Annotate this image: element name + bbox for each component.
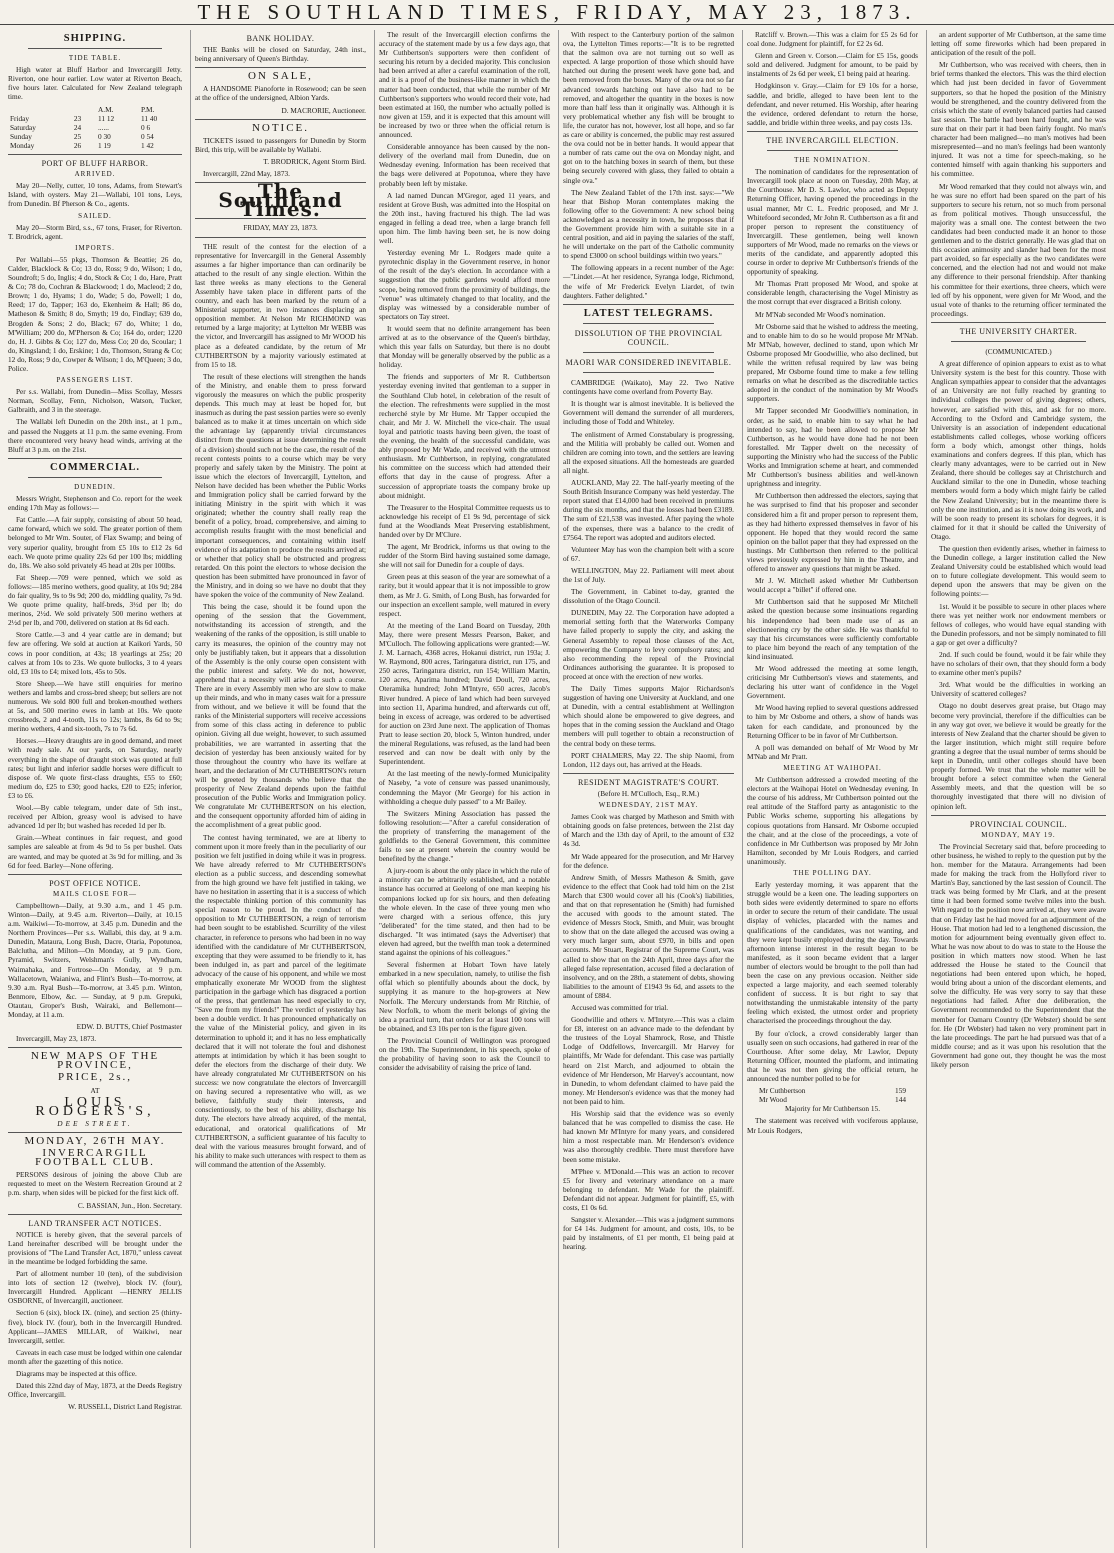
maori-war-heading: MAORI WAR CONSIDERED INEVITABLE. xyxy=(565,358,732,367)
telegram-paragraph: The Daily Times supports Major Richardson's suggestion of having one University at Auckland, and one at Dunedin, with a central establishment at Wellington which should alone be empowered to give degrees, and hopes that in the coming session the Auckland and Otago members will pull together to obtain a reconstruction of the central body on these terms. xyxy=(563,684,734,748)
tide-cell: Friday xyxy=(10,113,30,123)
tide-cell: 23 xyxy=(73,113,82,123)
rm-court-heading: RESIDENT MAGISTRATE'S COURT. xyxy=(577,777,720,787)
land-paragraph: Diagrams may be inspected at this office. xyxy=(16,1369,137,1378)
poll-row xyxy=(759,1086,906,1095)
charter-heading: THE UNIVERSITY CHARTER. xyxy=(959,326,1078,336)
notice-heading: NOTICE. xyxy=(251,121,310,134)
nomination-heading: THE NOMINATION. xyxy=(794,156,871,165)
commercial-heading: COMMERCIAL. xyxy=(49,461,141,473)
court-paragraph: His Worship said that the evidence was so evenly balanced that he was compelled to dismiss the case. He had known Mr M'Intyre for many years, and considered him a most respectable man. Mr Henderson's evidence was also thoroughly credible. There must therefore have been some mistake. xyxy=(563,1109,734,1164)
news-paragraph: With respect to the Canterbury portion of the salmon ova, the Lyttelton Times reports:—"It is to be regretted that the salmon ova are not turning out so well as expected. A large proportion of those which should have hatched out during the present week have gone bad, and been removed from the boxes. Many of the ova not so far advanced towards hatching out have also had to be removed, and altogether the quantity in the boxes is now more than half less than it originally was. Although it is very problematical whether any fish will be brought to life, the curator has not, however, lost all hope, and so far as care or ability is concerned, the public may rest assured the ova could not be in better hands. It would appear that a number of rats came out the ova on Monday night, and got on to the hatching boxes in search of them, but these being securely covered with glass, they failed to obtain a single ova." xyxy=(563,30,734,185)
news-paragraph: Green peas at this season of the year are somewhat of a rarity, but it would appear that it is not impossible to grow them, as Mr J. G. Smith, of Long Bush, has forwarded for our inspection an excellent sample, well matured in every respect. xyxy=(379,572,550,618)
court-paragraph: Glenn and Green v. Corson.—Claim for £5 15s, goods sold and delivered. Judgment for amount, to be paid by instalments of 2s 6d per week, £1 being paid at hearing. xyxy=(747,51,918,79)
council-date: MONDAY, MAY 19. xyxy=(981,830,1056,839)
news-paragraph: The friends and supporters of Mr R. Cuthbertson yesterday evening invited that gentleman to a supper in the Southland Club hotel, in celebration of the result of the election. The refreshments were supplied in the most recherché style by Mr Hume. Mr Tapper occupied the chair, and Mr J. W. Mitchell the vice-chair. The usual loyal and patriotic toasts having been given, the toast of the evening, the health of the successful candidate, was ably proposed by Mr Wade, and received with the utmost enthusiasm. Mr Cuthbertson, in replying, congratulated his committee on the success which had attended their efforts that day in the cause of progress. After a succession of appropriate toasts the company broke up about midnight. xyxy=(379,372,550,500)
election-heading: THE INVERCARGILL ELECTION. xyxy=(766,135,899,145)
land-paragraph: Caveats in each case must be lodged within one calendar month after the gazetting of this notice. xyxy=(8,1347,182,1366)
charter-subheading: (COMMUNICATED.) xyxy=(985,347,1052,356)
nomination-paragraph: Mr Cuthbertson then addressed the electors, saying that he was surprised to find that his proposer and seconder considered him a fit and proper person to represent them, as they had hitherto expressed themselves in favor of his opponent. He hoped that they would record the same opinion on the ballot paper that they had expressed on the hustings. Mr Cuthbertson then referred to the political views previously expressed by him in the Theatre, and offered to answer any questions that might be asked. xyxy=(747,491,918,574)
imports-text: Per Wallabi—55 pkgs, Thomson & Beattie; 26 do, Calder, Blacklock & Co; 13 do, Ross; 9 do, Wilson; 1 do, Soundroft; 5 do, Inglis; 4 do, Stock & Co; 1 do, Hare, Pratt & Co; 78 do, Cochran & Blackwood; 1 do, Macleod; 2 do, Brown; 1 do, Hyams; 1 do, Wade; 5 do, Powell; 1 do, Reed; 17 do, Tapper; 163 do, Ekenheim & Hall; 86 do, Matheson & Smith; 8 do, Smyth; 19 do, Findlay; 639 do, Brogden & Sons; 2 do, Black; 67 do, White; 1 do, M'William; 200 do, M'Pherson & Co; 164 do, order; 1220 do, H. J. Gibbs & Co; 127 do, Mess Co; 20 do, Scoular; 1 do, Kingsland; 1 do, Erskine; 1 do, Thomson, Strang & Co; 12 do, Ross; 9 do, Cowper & Wilson; 1 do, M'Queen; 3 do, Police. xyxy=(8,254,182,373)
news-items-continued xyxy=(563,30,734,300)
port-heading: PORT OF BLUFF HARBOR. xyxy=(41,159,149,169)
poll-row xyxy=(759,1095,906,1104)
tide-cell: 0 54 xyxy=(140,131,154,141)
commercial-paragraph: Fat Cattle.—A fair supply, consisting of about 50 head, came forward, which we sold. The greater portion of them belonged to Mr Wm. Souter, of Flax Swamp; and being of very superior quality, brought from £5 10s to £12 2s 6d each. We quote prime quality 22s 6d per 100 lbs; middling do, 18s. We also sold privately 45 head at 20s per 100lbs. xyxy=(8,515,182,570)
telegrams-heading: LATEST TELEGRAMS. xyxy=(583,307,714,319)
council-heading: PROVINCIAL COUNCIL. xyxy=(969,819,1068,829)
telegram-list xyxy=(563,378,734,769)
tide-column-header: P.M. xyxy=(140,104,155,114)
nomination-paragraph: A poll was demanded on behalf of Mr Wood by Mr M'Nab and Mr Pratt. xyxy=(747,742,918,761)
football-text: PERSONS desirous of joining the above Club are requested to meet on the Western Recreation Ground at 2 p.m. sharp, when sides will be picked for the first kick off. xyxy=(8,1170,182,1198)
column-6 xyxy=(926,30,1110,1548)
dateline: FRIDAY, MAY 23, 1873. xyxy=(243,223,318,233)
news-paragraph: The Provincial Council of Wellington was prorogued on the 19th. The Superintendent, in his speech, spoke of the probability of having soon to ask the Council to consider the advisability of raising the price of land. xyxy=(379,1035,550,1073)
tide-cell: 11 40 xyxy=(140,113,158,123)
arrived-text: May 20—Nelly, cutter, 10 tons, Adams, from Stewart's Island, with oysters. May 21—Wallabi, 101 tons, Leys, from Dunedin. Bf Pherson & Co., agents. xyxy=(8,181,182,209)
notice-signature: T. BRODRICK, Agent Storm Bird. xyxy=(263,156,366,166)
land-signature: W. RUSSELL, District Land Registrar. xyxy=(68,1402,182,1412)
commercial-paragraph: Fat Sheep.—709 were penned, which we sold as follows:—185 merino wethers, good quality, at 10s 9d; 284 do fair quality, 9s to 9s 9d; 200 do, middling quality, 7s 9d. We quote prime quality, half-breds, 3½d per lb; do merinos, 2½d. We sold privately 500 merino wethers at 2½d per lb, and 700, delivered on station at 8s 6d each. xyxy=(8,572,182,628)
commercial-report xyxy=(8,494,182,870)
tide-cell: 0 30 xyxy=(97,131,111,141)
tide-cell: 1 19 xyxy=(97,140,111,150)
news-paragraph: A jury-room is about the only place in which the rule of a minority can be arbitrarily established, and a notable instance has occurred at Geelong of one man keeping his companions locked up for six hours, and then defeating the whole eleven. In the case of three young men who were charged with a serious offence, this jury "deliberated" for the time stated, and then had to be discharged. "It was intimated (says the Advertiser) that eleven had agreed, but the twelfth man took a determined stand against the opinions of his colleagues." xyxy=(379,866,550,958)
shipping-heading: SHIPPING. xyxy=(63,33,127,44)
column-3 xyxy=(374,30,554,1548)
majority-text: Majority for Mr Cuthbertson 15. xyxy=(784,1104,881,1114)
court-paragraph: Hodgkinson v. Gray.—Claim for £9 10s for a horse, saddle, and bridle, alleged to have been lent to the defendant, and never returned. His Worship, after hearing the evidence, ordered defendant to return the horse, saddle, and bridle within three weeks, and pay costs 13s. xyxy=(747,81,918,127)
telegram-paragraph: CAMBRIDGE (Waikato), May 22. Two Native contingents have come overland from Poverty Bay. xyxy=(563,378,734,397)
mails-signature: EDW. D. BUTTS, Chief Postmaster xyxy=(76,1022,182,1032)
news-paragraph: The following appears in a recent number of the Age:—"Lindet.—At her residence, Syranga lodge, Richmond, the wife of Mr Frederick Evelyn Liardet, of twin daughters. Father delighted." xyxy=(563,263,734,300)
court-paragraph: Ratcliff v. Brown.—This was a claim for £5 2s 6d for coal done. Judgment for plaintiff, for £2 2s 6d. xyxy=(747,30,918,49)
news-paragraph: The New Zealand Tablet of the 17th inst. says:—"We hear that Bishop Moran contemplates making the following offer to the Government: A new school being acknowledged as a necessity in town, he proposes that if the Government provide him with a suitable site in a central position, and aid in paying the salaries of the staff, he will undertake on the part of the Catholic community to spend £3000 on school buildings within two years." xyxy=(563,187,734,261)
council-text: The Provincial Secretary said that, before proceeding to other business, he wished to reply to the question put by the hon. member for the Mataura. Arrangements had been made for making the track from the Hollyford river to Martin's Bay, sanctioned by the last session of Council. The track was being formed by Mr Clark, and at the present time it had been formed some twelve miles into the bush. With regard to the position now arrived at, they were aware that on Friday last he had moved for an adjournment of the House. That motion had led to a lengthened discussion, the motion for adjournment being eventually given effect to. What he was now about to do was to state to the House the position in which matters now stood. When he last addressed the House he stated to the Council that negotiations had been entered upon which, he hoped, would bring about a union of the discordant elements, and solve the difficulty. He was very sorry to say that these negotiations had failed. After due deliberation, the Government recommended to the Superintendent that the member for Oamaru Country (Dr Webster) should be sent for. He (Dr Webster) had taken no very prominent part in the late proceedings. The part he had pursued was that of a middle course; and as it was upon his resolution that the Government had gone out, they thought he was the most likely person xyxy=(931,841,1106,1070)
tide-row xyxy=(8,141,182,150)
news-paragraph: A lad named Duncan M'Gregor, aged 11 years, and resident at Grove Bush, was admitted into the Hospital on the 20th inst., having fractured his thigh. The lad was engaged in felling a dead tree, when a large branch fell upon him. The limb having been set, he is now doing well. xyxy=(379,190,550,246)
dissolution-heading: DISSOLUTION OF THE PROVINCIAL COUNCIL. xyxy=(574,328,723,347)
telegram-paragraph: WELLINGTON, May 22. Parliament will meet about the 1st of July. xyxy=(563,565,734,584)
land-paragraph: Section 6 (six), block IX. (nine), and section 25 (thirty-five), block IV. (four), both in the Invercargill Hundred. Applicant—JAMES MILLAR, of Waikiwi, near Invercargill, settler. xyxy=(8,1308,182,1345)
mails-date: Invercargill, May 23, 1873. xyxy=(16,1034,97,1044)
tide-cell: Monday xyxy=(10,140,35,150)
editorial xyxy=(195,242,366,1169)
nomination-paragraph: Mr Wood addressed the meeting at some length, criticising Mr Cuthbertson's views and statements, and declaring his utter want of confidence in the Vogel Government. xyxy=(747,664,918,701)
telegram-paragraph: The enlistment of Armed Constabulary is progressing, and the Militia will probably be called out. Women and children are coming into town, and the settlers are leaving all the exposed situations. All the homesteads are guarded all night. xyxy=(563,429,734,475)
tide-row xyxy=(8,114,182,123)
news-paragraph: At the last meeting of the newly-formed Municipality of Naseby, "a vote of censure was passed unanimously, condemning the Mayor (Mr George) for his action in withholding a cheque duly passed" to a Mr Bailey. xyxy=(379,769,550,806)
land-transfer-notice xyxy=(8,1230,182,1400)
news-paragraph: Considerable annoyance has been caused by the non-delivery of the overland mail from Dunedin, due on Wednesday evening. Information has been received that the bags were delivered at Popotunoa, where they have probably been left by mistake. xyxy=(379,142,550,188)
mails-heading: MAILS CLOSE FOR— xyxy=(52,889,138,898)
mails-text: Campbelltown—Daily, at 9.30 a.m., and 1 45 p.m. Winton—Daily, at 9.45 a.m. Riverton—Daily, at 10.15 a.m. Waikiwi—To-morrow, at 3.45 p.m. Dunedin and the Northern Provinces—Per s.s. Wallabi, this day, at 9 a.m. Dunedin, Mataura, Long Bush, Dacre, Otaria, Popotunoa, Balclutha, and Milton—On Monday, at 9 p.m. Gore, Pyramid, Switzers, Welshman's Gully, Wyndham, Waimahaka, and Fortrose—On Monday, at 9 p.m. Wallacetown, Waianiwa, and Flint's Bush—To-morrow, at 9.30 a.m. Ryal Bush—To-morrow, at 3.45 p.m. Winton, Benmore, Elbow, &c. — Sunday, at 9 p.m. Grepuki, Otautau, Groper's Bush, Wairaki, and Bellemont—Monday, at 11 a.m. xyxy=(8,900,182,1019)
tide-column-header xyxy=(72,105,96,114)
nomination-paragraph: Mr J. W. Mitchell asked whether Mr Cuthbertson would accept a "billet" if offered one. xyxy=(747,576,918,595)
tide-column-header xyxy=(8,105,72,114)
tide-cell: 25 xyxy=(73,131,82,141)
editorial-paragraph: THE result of the contest for the election of a representative for Invercargill in the General Assembly assumes a far higher importance than can ordinarily be attached to the result of any single election. Within the last three weeks as many elections to the General Assembly have taken place in different parts of the country, and each has been marked by the return of a Ministerial supporter, in two instances displacing an opposition member. At Nelson Mr RICHMOND was returned by a large majority; at Lyttelton Mr WEBB was the victor, and Invercargill has assigned to Mr WOOD his place as a defeated candidate, by the return of Mr CUTHBERTSON by a majority variously estimated at from 15 to 18. xyxy=(195,241,366,369)
wallabi-text: The Wallabi left Dunedin on the 20th inst., at 1 p.m., and passed the Nuggets at 11 p.m. the same evening. From there encountered very heavy head winds, arriving at the Bluff at 3 p.m. on the 21st. xyxy=(8,417,182,454)
nomination-paragraph: Mr Thomas Pratt proposed Mr Wood, and spoke at considerable length, characterising the Vogel Ministry as the most corrupt that ever disgraced a British colony. xyxy=(747,279,918,307)
editorial-paragraph: This being the case, should it be found upon the opening of the session that the Government, notwithstanding its accession of strength, and the weakening of the ranks of the opposition, is still unable to carry its measures, the opinion of the country may not only be justifiably taken, but it appears that a dissolution of the Assembly is the only course open consistent with the public interest and safety. We do not, however, apprehend that a necessity will arise for such a course. There are in every Assembly men who are slow to make up their minds, and who in many cases wait for a pressure from without, and we believe it will be found that the ranks of the Ministerial supporters will receive accessions from some of this class acting in deference to public opinion. Giving all due weight, however, to such assumed probabilities, we are warranted in asserting that the decision of yesterday has been anxiously waited for by those throughout the country who have its welfare at heart, and the declaration of Mr CUTHBERTSON's return will be greeted by thousands who believe that the prosperity of New Zealand depends upon the faithful prosecution of the Public Works and Immigration policy. We congratulate Mr CUTHBERTSON on his election, and the consequent opportunity afforded him of aiding in the accomplishment of a great public good. xyxy=(195,602,366,830)
editorial-paragraph: The contest having terminated, we are at liberty to comment upon it more freely than in the peculiarity of our position we felt justified in doing while it was in progress. We have already referred to Mr CUTHBERTSON's election as a public success, and descending somewhat from the high ground we have felt justified in taking, we have no hesitation in asserting that it is a success of which the respectable thinking portion of this community has special reason to be proud. In the conduct of the opposition to Mr CUTHBERTSON, a reign of terrorism had been sought to be established. Scurrility of the vilest character, in reference to persons who had been in no way identified with the candidature of Mr CUTHBERTSON, excepting that they were assumed to be friendly to it, has been indulged in, as part and parcel of the legitimate advocacy of the cause of his opponent, and while we most emphatically exonerate Mr WOOD from the slightest participation in the garbage which has disgraced a portion of the press, that gentleman has need especially to cry, "Save me from my friends!" The verdict of yesterday has been a double verdict. It has pronounced emphatically on the value of the Ministerial policy, and given in its determination to uphold it; and it has no less emphatically declared that it will not tolerate the foul and dishonest attempts at intimidation by which it has been sought to defer the electors from the discharge of their duty. We have already congratulated Mr CUTHBERTSON on his success: we now congratulate the electors of Invercargill on having secured a representative who will, as we believe, faithfully study their interests, and conscientiously, to the best of his ability, discharge his duty. The electors have already acquired, of the mental, educational, and oratorical qualifications of Mr CUTHBERTSON, a sufficient guarantee of his faculty to deal with the various measures brought forward, and of his ability to make such utterances with respect to them as will command the attention of the Assembly. xyxy=(195,832,366,1169)
charter-paragraph: 1st. Would it be possible to secure in other places where there was yet neither work nor endowment members or fellows of colleges, who would have equal standing with the Dunedin professors, and not be simply nominated to fill a gap or get over a difficulty? xyxy=(931,601,1106,647)
waihopai-heading: MEETING AT WAIHOPAI. xyxy=(783,763,882,772)
news-paragraph: At the meeting of the Land Board on Tuesday, 20th May, there were present Messrs Pearson, Baker, and M'Culloch. The following applications were granted:—W. J. M. Larnach, 4368 acres, Hokanui district, run 193a; J. W. Raymond, 800 acres, Taringatura district, run 175, and 250 acres, Taringatura district, run 154; William Martin, 120 acres, Aparima hundred; David Doull, 720 acres, Oteramika hundred; John M'Intyre, 650 acres, Jacob's River hundred. A piece of land which had been surveyed into section 11, Aparima hundred, and afterwards cut off, being in excess of acreage, was ordered to be advertised for auction on 23rd June next. The application of Thomas Pratt to lease section 20, block 5, Winton hundred, under the mineral Regulations, was refused, as the land had been reserved and can now be dealt with only by the Superintendent. xyxy=(379,620,550,767)
court-paragraph: James Cook was charged by Matheson and Smith with obtaining goods on false pretences, between the 21st day of March and the 13th day of April, to the amount of £32 4s 3d. xyxy=(563,812,734,849)
tide-table xyxy=(8,105,182,150)
nomination-paragraph: Mr Osborne said that he wished to address the meeting, and to enable him to do so he would propose Mr M'Nab. Mr M'Nab, however, declined to stand, upon which Mr Osborne proposed Mr Goodwillie, who also declined, but while the written refusal required by law was being prepared, Mr Osborne found time to make a few telling remarks on what he described as the discreditable tactics adopted in the conduct of the nomination by Mr Wood's supporters. xyxy=(747,321,918,404)
column-2 xyxy=(190,30,370,1548)
on-sale-text: A HANDSOME Pianoforte in Rosewood; can be seen at the office of the undersigned, Albion Yards. xyxy=(195,84,366,103)
nomination-paragraph: Mr Wood having replied to several questions addressed to him by Mr Osborne and others, a show of hands was taken for each candidate, and pronounced by the Returning Officer to be in favor of Mr Cuthbertson. xyxy=(747,703,918,740)
poll-votes: 144 xyxy=(895,1095,906,1105)
charter-paragraph: 3rd. What would be the difficulties in working an University of scattered colleges? xyxy=(931,680,1106,699)
football-signature: C. BASSIAN, Jun., Hon. Secretary. xyxy=(77,1200,182,1210)
court-paragraph: Goodwillie and others v. M'Intyre.—This was a claim for £8, interest on an advance made to the defendant by the trustees of the Loyal Shamrock, Rose, and Thistle Lodge of Oddfellows, Invercargill. Mr Harvey for plaintiffs, Mr Wade for defendant. This case was partially heard on 21st March, and adjourned to obtain the evidence of Mr Henderson, Mr Harvey's accountant, now in Dunedin, to whom defendant claimed to have paid the money. Mr Henderson's evidence was that the money had not been paid to him. xyxy=(563,1015,734,1106)
poll-votes: 159 xyxy=(895,1086,906,1096)
rm-court-date: WEDNESDAY, 21ST MAY. xyxy=(598,801,699,810)
arrived-heading: ARRIVED. xyxy=(74,170,116,179)
tide-cell: 0 6 xyxy=(140,122,151,132)
polling-heading: THE POLLING DAY. xyxy=(793,868,872,877)
maps-line-5: DEE STREET. xyxy=(57,1118,133,1128)
tide-cell: 26 xyxy=(73,140,82,150)
commercial-paragraph: Wool.—By cable telegram, under date of 5th inst., received per Albion, greasy wool is advised to have advanced 1d per lb; but washed has receded 1d per lb. xyxy=(8,803,182,831)
monday-heading: MONDAY, 26TH MAY. xyxy=(24,1134,166,1147)
court-paragraph: M'Phee v. M'Donald.—This was an action to recover £5 for livery and veterinary attendance on a mare belonging to defendant. Mr Wade for the plaintiff. Defendant did not appear. Judgment for plaintiff, £5, with costs, £1 0s 6d. xyxy=(563,1166,734,1212)
election-paragraph: an ardent supporter of Mr Cuthbertson, at the same time letting off some fireworks which had been prepared in anticipation of the result of the poll. xyxy=(931,30,1106,58)
dunedin-heading: DUNEDIN. xyxy=(74,482,116,491)
land-paragraph: Part of allotment number 10 (ten), of the subdivision into lots of section 12 (twelve), block IV. (four), Invercargill Hundred. Applicant —HENRY JELLIS OSBORNE, of Invercargill, auctioneer. xyxy=(8,1269,182,1306)
telegram-paragraph: It is thought war is almost inevitable. It is believed the Government will demand the surrender of all murderers, including those of Todd and Whiteley. xyxy=(563,399,734,427)
column-1 xyxy=(4,30,186,1548)
poll-candidate: Mr Wood xyxy=(759,1095,787,1105)
land-paragraph: NOTICE is hereby given, that the several parcels of Land hereinafter described will be brought under the provisions of "The Land Transfer Act, 1870," unless caveat in the meantime be lodged forbidding the same. xyxy=(8,1229,182,1266)
sailed-heading: SAILED. xyxy=(78,211,112,220)
election-continued xyxy=(931,30,1106,318)
tide-cell: Saturday xyxy=(10,122,36,132)
post-office-heading: POST OFFICE NOTICE. xyxy=(49,878,141,888)
telegram-paragraph: The Government, in Cabinet to-day, granted the dissolution of the Otago Council. xyxy=(563,587,734,606)
nomination-paragraph: Mr Cuthbertson said that he supposed Mr Mitchell asked the question because some insinuations regarding his independence had been made use of as an electioneering cry by the other side. He was thankful to say that his circumstances were sufficiently comfortable to place him beyond the reach of any temptation of the kind insinuated. xyxy=(747,597,918,661)
nomination-paragraph: Mr M'Nab seconded Mr Wood's nomination. xyxy=(755,309,886,319)
court-paragraph: Accused was committed for trial. xyxy=(571,1003,669,1012)
news-items xyxy=(379,30,550,1072)
charter-paragraph: The question then evidently arises, whether in fairness to the Dunedin college, a larger institution called the New Zealand University could be established which would lead on to future collegiate development. This would seem to depend upon the answers that may be given on the following points:— xyxy=(931,543,1106,599)
bank-holiday-text: THE Banks will be closed on Saturday, 24th inst., being anniversary of Queen's Birthday. xyxy=(195,45,366,64)
on-sale-heading: ON SALE, xyxy=(248,70,313,83)
news-paragraph: The agent, Mr Brodrick, informs us that owing to the rudder of the Storm Bird having sustained some damage, she will not sail for Dunedin for a couple of days. xyxy=(379,542,550,570)
news-paragraph: Yesterday evening Mr L. Rodgers made quite a pyrotechnic display in the Government reserve, in honor of the result of the day's election. In accordance with a suggestion that the public gardens would afford more scope, being removed from the proximity of buildings, the "venue" was ultimately changed to that locality, and the display was witnessed by a considerable number of spectators on Tay street. xyxy=(379,248,550,321)
passengers-heading: PASSENGERS LIST. xyxy=(56,376,134,385)
tide-table-heading: TIDE TABLE. xyxy=(68,54,122,63)
waihopai-text: Mr Cuthbertson addressed a crowded meeting of the electors at the Waihopai Hotel on Wednesday evening. In the course of his address, Mr Cuthbertson pointed out the real attitude of the Stafford party as antagonistic to the Public Works scheme, supporting his allegations by copious quotations from Hansard. Mr Osborne occupied the chair, and at the close of the proceedings, a vote of confidence in Mr Cuthbertson was proposed by Mr John Hamilton, seconded by Mr Louis Rodgers, and carried unanimously. xyxy=(747,775,918,866)
commercial-paragraph: Horses.—Heavy draughts are in good demand, and meet with ready sale. At our yards, on Saturday, nearly everything in the shape of draught stock was quoted at full rates; but light and inferior saddle horses were difficult to dispose of. We quote first-class draughts, £55 to £60; medium do, £25 to £30; good hacks, £20 to £25; inferior, £3 to £6. xyxy=(8,736,182,800)
telegram-paragraph: DUNEDIN, May 22. The Corporation have adopted a memorial setting forth that the Waterworks Company have failed properly to supply the city, and asking the General Assembly to repeal those clauses of the Act, empowering the Company to levy compulsory rates; and also recommending the repeal of the Provincial Ordinances authorising the guarantee. It is proposed to proceed at once with the erection of new works. xyxy=(563,608,734,681)
news-paragraph: Several fishermen at Hobart Town have lately embarked in a new speculation, namely, to utilise the fish offal which so plentifully abounds about the dock, by supplying it as manure to the hop-growers at New Norfolk. The Mercury understands from Mr Ritchie, of New Norfolk, to whom the merit belongs of giving the idea a practical turn, that orders for at least 100 tons will be obtained, and £3 10s per ton is the figure given. xyxy=(379,960,550,1033)
tide-cell: 24 xyxy=(73,122,82,132)
rm-court-subheading: (Before H. M'Culloch, Esq., R.M.) xyxy=(597,788,700,798)
notice-date: Invercargill, 22nd May, 1873. xyxy=(203,169,290,179)
land-transfer-heading: LAND TRANSFER ACT NOTICES. xyxy=(28,1218,162,1228)
tide-cell: ...... xyxy=(97,122,109,132)
charter-paragraph: 2nd. If such could be found, would it be fair while they have no scholars of their own, that they should form a body to examine other men's pupils? xyxy=(931,650,1106,678)
nomination-paragraph: Mr Tapper seconded Mr Goodwillie's nomination, in order, as he said, to enable him to say what he had intended to say, had he been allowed to propose Mr Cuthbertson, as he would have done had he not been forestalled. Mr Tapper dwelt on the necessity of supporting the Ministry who had the success of the Public Works and Immigration scheme at heart, and commended Mr Cuthbertson's business abilities and well-known uprightness and integrity. xyxy=(747,406,918,489)
maps-line-4: LOUIS RODGERS'S, xyxy=(35,1094,155,1119)
nomination-paragraph: The nomination of candidates for the representation of Invercargill took place at noon on Tuesday, 20th May, at the Courthouse. Mr D. S. Lawlor, who acted as Deputy Returning Officer, having opened the proceedings in the usual manner, Mr C. L. Fredric proposed, and Mr J. Whitefoord seconded, Mr John R. Cuthbertson as a fit and proper person to represent the constituency of Invercargill. These gentlemen, being well known supporters of Mr Wood, made no remarks on the views or merits of the candidate, and apparently adopted this course in order to deprive Mr Cuthbertson's friends of the opportunity of speaking. xyxy=(747,167,918,277)
commercial-paragraph: Grain.—Wheat continues in fair request, and good samples are saleable at from 4s 9d to 5s per bushel. Oats are wanted, and may be quoted at 3s 9d for milling, and 3s 6d for feed. Barley—None offering. xyxy=(8,833,182,870)
nomination-report xyxy=(747,167,918,761)
land-paragraph: Dated this 22nd day of May, 1873, at the Deeds Registry Office, Invercargill. xyxy=(8,1381,182,1400)
tide-cell: Sunday xyxy=(10,131,32,141)
column-4 xyxy=(558,30,738,1548)
court-paragraph: Mr Wade appeared for the prosecution, and Mr Harvey for the defence. xyxy=(563,851,734,870)
court-cases-continued xyxy=(747,30,918,127)
tide-cell: 11 12 xyxy=(97,113,115,123)
column-5 xyxy=(742,30,922,1548)
tide-cell: 1 42 xyxy=(140,140,154,150)
bank-holiday-heading: BANK HOLIDAY. xyxy=(246,34,315,43)
poll-results xyxy=(747,1086,918,1104)
charter-paragraph: A great difference of opinion appears to exist as to what University system is the best for this country. Those with Anglican sympathies appear to consider that the advantages of an University are not fully reached by granting to individual colleges the power of giving degrees; others, however, are satisfied with this, and ask for no more. According to the Oxford and Cambridge system, the University is an association of independent educational establishments called colleges, whose working officers form a body which, amongst other things, holds examinations and confers degrees. If this plan, which has clearly many advantages, were to be carried out in New Zealand, there should be colleges say at Christchurch and Auckland similar to the one in Dunedin, whose teaching members would form a body which might fairly be called the New Zealand University; but in the meantime there is only the one institution, and as it is now doing its work, and will be soon ready to present its scholars for degrees, it is claimed for it that it should be called the University of Otago. xyxy=(931,359,1106,541)
news-paragraph: The Treasurer to the Hospital Committee requests us to acknowledge his receipt of £1 9s 9d, percentage of sick fund at the Woodlands Meat Preserving establishment, handed over by Dr M'Clure. xyxy=(379,502,550,539)
commercial-paragraph: Store Sheep.—We have still enquiries for merino wethers and lambs and cross-bred sheep; but sellers are not numerous. We sold 800 full and broken-mouthed wethers at 5s, and 500 merino ewes in lamb at 10s. We quote crossbreds, 2 and 4-tooth, 11s to 12s; lambs, 8s 6d to 9s; merino wethers, 4 and six-tooth, 7s to 7s 6d. xyxy=(8,678,182,734)
closing-text: The statement was received with vociferous applause, Mr Louis Rodgers, xyxy=(747,1116,918,1135)
news-paragraph: The Switzers Mining Association has passed the following resolution:—"After a careful consideration of the propriety of transferring the management of the goldfields to the General Government, this committee fails to see at present wherein the country would be benefited by the change." xyxy=(379,808,550,864)
poll-candidate: Mr Cuthbertson xyxy=(759,1086,806,1096)
election-paragraph: Mr Cuthbertson, who was received with cheers, then in brief terms thanked the electors. This was the third election which had just been decided in favor of Government supporters, so that he hoped the position of the Ministry would be strengthened, and the country delivered from the crisis which the state of evenly balanced parties had caused last session. The battle had been hard fought, and he was sure that on their part it had been fairly fought. No man's character had been maligned—no man's motives had been misrepresented—and no man's feelings had been wantonly injured. It was not a time for speech-making, so he contented himself with again thanking his supporters and his committee. xyxy=(931,60,1106,179)
football-heading: INVERCARGILL FOOTBALL CLUB. xyxy=(35,1147,155,1169)
sailed-text: May 20—Storm Bird, s.s., 67 tons, Fraser, for Riverton. T. Brodrick, agent. xyxy=(8,222,182,241)
commercial-paragraph: Messrs Wright, Stephenson and Co. report for the week ending 17th May as follows:— xyxy=(8,494,182,513)
polling-report xyxy=(747,880,918,1083)
maps-line-2: PRICE, 2s., xyxy=(58,1071,132,1084)
tide-intro: High water at Bluff Harbor and Invercargill Jetty. Riverton, one hour earlier. Low water at Riverton Beach, five hours later. Calculated for New Zealand telegraph time. xyxy=(8,65,182,102)
court-paragraph: Sangster v. Alexander.—This was a judgment summons for £4 14s. Judgment for amount, and costs, 10s, to be paid by instalments, of £1 per month, £1 being paid at hearing. xyxy=(563,1215,734,1252)
polling-paragraph: By four o'clock, a crowd considerably larger than usually seen on such occasions, had gathered in rear of the Courthouse. After some delay, Mr Lawlor, Deputy Returning Officer, mounted the platform, and intimating that he was not then giving the official return, he announced the number polled to be for xyxy=(747,1028,918,1084)
charter-paragraph: Otago no doubt deserves great praise, but Otago may become very provincial, therefore if the difficulties can be in any way got over, we believe it would be greatly for the interests of New Zealand that the charter should be given to the larger institution, which might still require before granting a degree that the usual number of terms should be kept in Dunedin, until other colleges should have been properly formed. We trust that the whole matter will be brought before a select committee when the General Assembly meets, and that the question will be so thoroughly investigated that there will no division of opinion left. xyxy=(931,701,1106,811)
editorial-paragraph: The result of these elections will strengthen the hands of the Ministry, and enable them to press forward vigorously the measures on which the public prosperity depends. This much may at least be hoped for, but inasmuch as during the past session parties were so evenly balanced as to make it at times uncertain on which side the advantage lay (apparently trivial circumstances distinct from the questions at issue determining the result of a division) should such not be the case, the result of the recent contests points to a course which may be very properly and safely taken by the Ministry. The point at issue which the electors of Invercargill, Lyttelton, and Nelson have decided has been whether the Public Works and Immigration policy shall be carried forward by the initiating Ministry in the spirit with which it was originated; whether the country shall really reap the benefit of a policy, broad, comprehensive, and aiming to accomplish results fraught with the most beneficial and important consequences, and containing within itself evidence of its adaptation to produce the results arrived at; or whether that policy shall be obstructed and progress retarded. On this point the electors to whose decision the question has been submitted have pronounced in favor of the Ministry, and in doing so we have no doubt that they have spoken the voice of the community of New Zealand. xyxy=(195,371,366,600)
imports-heading: IMPORTS. xyxy=(75,243,115,252)
rm-court-cases xyxy=(563,812,734,1251)
news-paragraph: The result of the Invercargill election confirms the accuracy of the statement made by us a few days ago, that Mr Cuthbertson's supporters were then confident of securing his return by a decided majority. This conclusion had been arrived at after a careful examination of the roll, and it is a proof of the business-like manner in which the matter had been conducted, that while the number of Mr Cuthbertson's supporters who would record their vote, had been estimated at 160, the number who actually polled is now given at 159, and it is expected that this amount will be increased by two or three when the official return is announced. xyxy=(379,30,550,140)
charter-article xyxy=(931,359,1106,811)
telegram-paragraph: AUCKLAND, May 22. The half-yearly meeting of the South British Insurance Company was held yesterday. The report stated that £14,000 had been received in premiums during the six months, and that the losses had been £3189. The sum of £21,538 was invested. After paying the whole of the expenses, there was a balance to the credit of £7564. The report was adopted and auditors elected. xyxy=(563,478,734,542)
maps-line-1: NEW MAPS OF THE PROVINCE, xyxy=(30,1050,160,1072)
tide-column-header: A.M. xyxy=(97,104,114,114)
court-paragraph: Andrew Smith, of Messrs Matheson & Smith, gave evidence to the effect that Cook had told him on the 21st March that £300 would cover all his (Cook's) liabilities, and that on that representation he (Smith) had furnished the accused with goods to the amount stated. The evidence of Messrs Stock, Smith, and Muir, was brought to show that on the date alleged the accused was owing a very much larger sum, about £970, in bills and open accounts. Mr Stuart, Registrar of the Supreme Court, was called to show that on the 24th April, three days after the alleged false representation, accused filed a declaration of insolvency, and on the 28th, a statement of debts, showing liabilities to the amount of £1943 9s 6d, and assets to the amount of £884. xyxy=(563,872,734,1000)
masthead: THE SOUTHLAND TIMES, FRIDAY, MAY 23, 1873. xyxy=(0,0,1114,25)
polling-paragraph: Early yesterday morning, it was apparent that the struggle would be a keen one. The leading supporters on both sides were evidently determined to spare no efforts in order to secure the return of their candidate. The usual display of vehicles, placarded with the names and qualifications of the candidates, was not wanting, and they were kept busily employed during the day. Towards afternoon intense interest in the result began to be manifested, as it soon became evident that a larger number of electors would be brought to the poll than had been the case on any previous occasion. Neither side expected a large majority, and each seemed tolerably confident of success. It is but right to say that notwithstanding the unmistakable intensity of the party feeling which existed, the utmost order and propriety characterised the proceedings throughout the day. xyxy=(747,880,918,1026)
news-paragraph: It would seem that no definite arrangement has been arrived at as to the observance of the Queen's birthday, which this year falls on Saturday, but there is no doubt that Monday will be generally observed by the public as a holiday. xyxy=(379,323,550,370)
notice-text: TICKETS issued to passengers for Dunedin by Storm Bird, this trip, will be available by Wallabi. xyxy=(195,135,366,154)
telegram-paragraph: Volunteer May has won the champion belt with a score of 67. xyxy=(563,544,734,563)
tide-row xyxy=(8,123,182,132)
passengers-text: Per s.s. Wallabi, from Dunedin—Miss Scollay, Messrs Norman, Scollay, Fenn, Nicholson, Watson, Tucker, Galbraith, and 3 in the steerage. xyxy=(8,387,182,415)
commercial-paragraph: Store Cattle.—3 and 4 year cattle are in demand; but few are offering. We sold at auction at Kaikori Yards, 50 cows in poor condition, at 43s; 18 yearlings at 25s; 20 calves at from 10s to 23s. We quote bullocks, 3 to 4 years old, £3 10s to £4; mixed lots, 45s to 50s. xyxy=(8,630,182,676)
election-paragraph: Mr Wood remarked that they could not always win, and he was sure no effort had been spared on the part of his supporters to secure his return, not so much from personal as from political motives. Though unsuccessful, the majority was a small one. The contest between the two candidates had been conducted made it an honor to those gentlemen and to the district generally. He was glad that on this occasion animosity and slander had been for the most part avoided, so far especially as the two candidates were concerned, and the election had not and would not make any difference to their personal friendship. After thanking his committee for their exertions, three cheers, which were led off by his opponent, were given for Mr Wood, and the usual vote of thanks to the returning officer terminated the proceedings. xyxy=(931,181,1106,318)
on-sale-signature: D. MACRORIE, Auctioneer. xyxy=(281,105,366,115)
maps-line-3: AT xyxy=(90,1085,100,1095)
newspaper-flag: The Southland Times. xyxy=(218,179,343,222)
tide-row xyxy=(8,132,182,141)
telegram-paragraph: PORT CHALMERS, May 22. The ship Naomi, from London, 112 days out, has arrived at the Heads. xyxy=(563,750,734,769)
